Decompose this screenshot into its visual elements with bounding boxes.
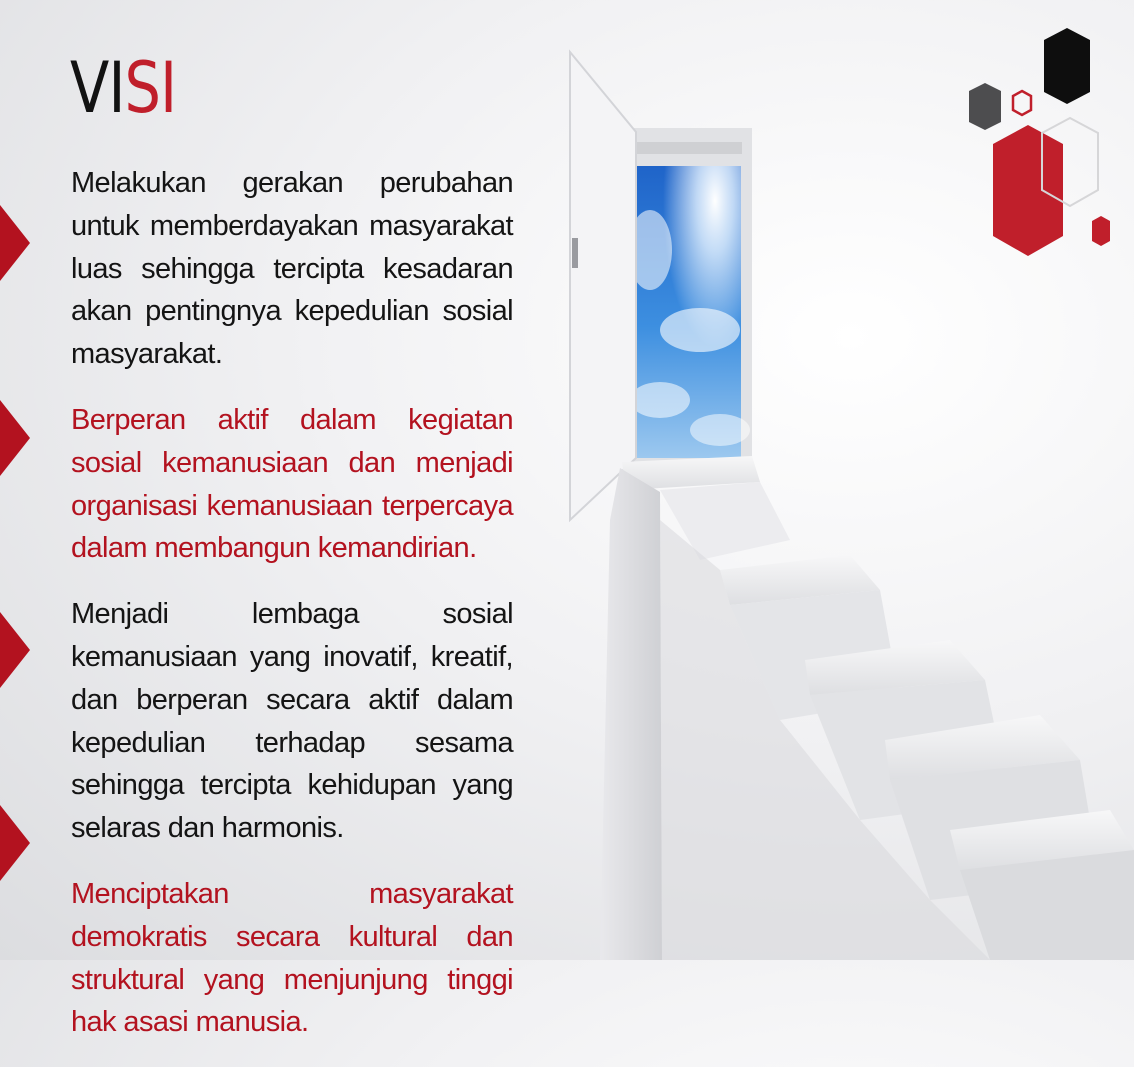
hexagon-cluster-icon	[960, 20, 1134, 270]
open-door	[570, 52, 636, 520]
arrow-marker-icon	[0, 205, 30, 281]
page-title	[70, 48, 176, 128]
arrow-marker-icon	[0, 805, 30, 881]
vision-content	[71, 162, 513, 1067]
vision-paragraph-4: Menciptakan masyarakat demokratis secara kultural dan struktural yang menjunjung tinggi hak asasi manusia.	[71, 877, 513, 1039]
vision-paragraph-3: Menjadi lembaga sosial kemanusiaan yang inovatif, kreatif, dan berperan secara aktif dalam kepedulian terhadap sesama sehingga tercipta kehidupan yang selaras dan harmonis.	[71, 598, 513, 845]
title-part-dark: VI	[70, 47, 125, 129]
vision-paragraph-1: Melakukan gerakan perubahan untuk memberdayakan masyarakat luas sehingga tercipta kesadaran akan pentingnya kepedulian sosial masyarakat.	[71, 167, 513, 371]
arrow-marker-icon	[0, 400, 30, 476]
vision-paragraph-2: Berperan aktif dalam kegiatan sosial kemanusiaan dan menjadi organisasi kemanusiaan terpercaya dalam membangun kemandirian.	[71, 403, 513, 565]
arrow-marker-icon	[0, 612, 30, 688]
title-part-accent: SI	[124, 47, 177, 129]
